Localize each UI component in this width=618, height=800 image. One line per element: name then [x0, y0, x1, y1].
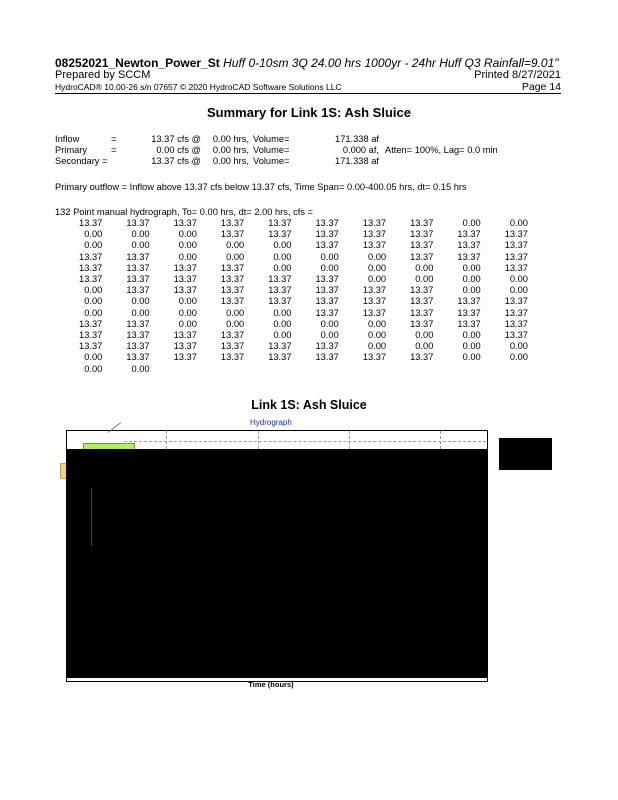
- hydrograph-cell: 0.00: [273, 262, 292, 273]
- hydrograph-cell: 13.37: [315, 296, 339, 307]
- hydrograph-cell: 0.00: [226, 307, 245, 318]
- hydrograph-cell: 13.37: [410, 318, 434, 329]
- hydrograph-cell: 13.37: [315, 307, 339, 318]
- hydrograph-row: [55, 240, 528, 251]
- hydrograph-cell: 13.37: [268, 274, 292, 285]
- chart-x-axis-label: Time (hours): [248, 680, 294, 689]
- hydrograph-cell: 13.37: [220, 285, 245, 296]
- project-name: 08252021_Newton_Power_St: [55, 56, 220, 70]
- hydrograph-cell: 13.37: [79, 341, 103, 352]
- hydrograph-cell: 13.37: [79, 274, 103, 285]
- hydrograph-note: 132 Point manual hydrograph, To= 0.00 hrs, dt= 2.00 hrs, cfs =: [55, 207, 313, 217]
- redacted-chart-region: [66, 449, 487, 678]
- hydrograph-cell: 0.00: [462, 262, 481, 273]
- hydrograph-cell: 13.37: [220, 330, 245, 341]
- hydrograph-cell: 13.37: [79, 262, 103, 273]
- hydrograph-cell: 13.37: [315, 229, 339, 240]
- hydrograph-cell: 13.37: [79, 251, 103, 262]
- hydrograph-cell: 0.00: [226, 240, 245, 251]
- hydrograph-cell: 13.37: [126, 285, 150, 296]
- hydrograph-cell: 13.37: [126, 330, 150, 341]
- hydrograph-cell: 0.00: [178, 296, 197, 307]
- flow-row-secondary: Secondary = 13.37 cfs @ 0.00 hrs, Volume= 171.338 af: [55, 156, 379, 166]
- hydrograph-cell: 0.00: [178, 307, 197, 318]
- storm-description: Huff 0-10sm 3Q 24.00 hrs 1000yr - 24hr Huff Q3 Rainfall=9.01": [223, 56, 559, 70]
- hydrograph-cell: 0.00: [367, 274, 387, 285]
- hydrograph-cell: 13.37: [315, 352, 339, 363]
- hydrograph-cell: 0.00: [509, 352, 528, 363]
- chart-gridline: [349, 431, 350, 449]
- hydrograph-cell: 13.37: [410, 296, 434, 307]
- hydrograph-cell: 13.37: [457, 251, 481, 262]
- hydrograph-cell: 0.00: [84, 240, 103, 251]
- hydrograph-cell: 13.37: [173, 218, 197, 228]
- hydrograph-cell: 13.37: [315, 240, 339, 251]
- hydrograph-cell: 13.37: [173, 341, 197, 352]
- hydrograph-cell: 13.37: [410, 307, 434, 318]
- hydrograph-cell: 13.37: [220, 341, 245, 352]
- hydrograph-cell: 0.00: [367, 318, 387, 329]
- hydrograph-cell: 13.37: [126, 352, 150, 363]
- hydrograph-cell: 13.37: [268, 296, 292, 307]
- hydrograph-cell: 13.37: [220, 274, 245, 285]
- hydrograph-cell: 13.37: [362, 229, 387, 240]
- hydrograph-cell: 0.00: [462, 341, 481, 352]
- hydrograph-row: [55, 296, 528, 307]
- hydrograph-cell: 13.37: [220, 229, 245, 240]
- page-header-line1: [55, 56, 559, 70]
- hydrograph-cell: 0.00: [415, 341, 434, 352]
- hydrograph-cell: 13.37: [504, 318, 528, 329]
- hydrograph-cell: 13.37: [126, 251, 150, 262]
- hydrograph-cell: 13.37: [173, 330, 197, 341]
- hydrograph-cell: 0.00: [178, 318, 197, 329]
- hydrograph-cell: 13.37: [79, 330, 103, 341]
- flow-row-primary: Primary = 0.00 cfs @ 0.00 hrs, Volume= 0.000 af, Atten= 100%, Lag= 0.0 min: [55, 145, 498, 155]
- hydrograph-row: [55, 218, 528, 229]
- hydrograph-cell: 0.00: [509, 274, 528, 285]
- hydrograph-cell: 13.37: [457, 318, 481, 329]
- hydrograph-cell: 13.37: [220, 262, 245, 273]
- hydrograph-cell: 13.37: [173, 274, 197, 285]
- hydrograph-cell: 13.37: [268, 285, 292, 296]
- hydrograph-cell: 13.37: [173, 285, 197, 296]
- hydrograph-cell: 0.00: [131, 307, 150, 318]
- hydrograph-cell: 13.37: [504, 330, 528, 341]
- hydrograph-cell: 13.37: [79, 218, 103, 228]
- hydrograph-cell: 13.37: [126, 318, 150, 329]
- hydrograph-cell: 0.00: [415, 262, 434, 273]
- hydrograph-cell: 13.37: [457, 229, 481, 240]
- hydrograph-row: [55, 364, 528, 375]
- hydrograph-cell: 13.37: [457, 307, 481, 318]
- hydrograph-cell: 0.00: [273, 251, 292, 262]
- hydrograph-cell: 13.37: [362, 218, 387, 228]
- hydrograph-cell: 0.00: [415, 330, 434, 341]
- hydrograph-cell: 13.37: [268, 229, 292, 240]
- hydrograph-cell: 0.00: [509, 341, 528, 352]
- hydrograph-row: [55, 352, 528, 363]
- hydrograph-cell: 13.37: [504, 251, 528, 262]
- hydrograph-cell: 0.00: [226, 251, 245, 262]
- hydrograph-cell: 0.00: [320, 330, 339, 341]
- hydrograph-row: [55, 308, 528, 319]
- hydrograph-cell: 0.00: [509, 285, 528, 296]
- hydrograph-cell: 0.00: [509, 218, 528, 228]
- hydrograph-cell: 13.37: [173, 262, 197, 273]
- hydrograph-cell: 0.00: [84, 307, 103, 318]
- hydrograph-cell: 13.37: [268, 352, 292, 363]
- hydrograph-cell: 13.37: [410, 251, 434, 262]
- page-number: Page 14: [521, 81, 561, 93]
- hydrograph-cell: 13.37: [504, 240, 528, 251]
- hydrograph-cell: 13.37: [126, 341, 150, 352]
- header-rule: [55, 93, 561, 94]
- hydrograph-cell: 13.37: [410, 229, 434, 240]
- hydrograph-cell: 0.00: [367, 341, 387, 352]
- hydrograph-cell: 13.37: [220, 296, 245, 307]
- hydrograph-cell: 13.37: [504, 296, 528, 307]
- hydrograph-cell: 0.00: [273, 318, 292, 329]
- hydrograph-cell: 0.00: [273, 307, 292, 318]
- hydrograph-cell: 13.37: [362, 240, 387, 251]
- hydrograph-cell: 13.37: [410, 240, 434, 251]
- hydrograph-cell: 0.00: [462, 218, 481, 228]
- hydrograph-cell: 0.00: [131, 240, 150, 251]
- hydrograph-cell: 0.00: [131, 229, 150, 240]
- hydrograph-cell: 13.37: [173, 352, 197, 363]
- chart-axis-fragment: [91, 488, 92, 546]
- hydrograph-row: [55, 330, 528, 341]
- hydrograph-cell: 13.37: [315, 274, 339, 285]
- hydrograph-cell: 13.37: [126, 274, 150, 285]
- hydrograph-cell: 13.37: [362, 296, 387, 307]
- hydrograph-cell: 0.00: [273, 330, 292, 341]
- hydrograph-row: [55, 319, 528, 330]
- outflow-note: Primary outflow = Inflow above 13.37 cfs below 13.37 cfs, Time Span= 0.00-400.05 hrs, dt= 0.15 hrs: [55, 182, 467, 192]
- hydrograph-cell: 0.00: [367, 251, 387, 262]
- hydrograph-cell: 13.37: [504, 262, 528, 273]
- hydrograph-cell: 0.00: [131, 363, 150, 374]
- hydrograph-cell: 13.37: [457, 296, 481, 307]
- flow-summary-table: [55, 134, 498, 167]
- hydrograph-cell: 0.00: [84, 296, 103, 307]
- hydrograph-cell: 0.00: [462, 274, 481, 285]
- hydrograph-cell: 0.00: [84, 285, 103, 296]
- hydrograph-cell: 0.00: [320, 262, 339, 273]
- hydrograph-cell: 0.00: [84, 229, 103, 240]
- hydrograph-cell: 13.37: [410, 285, 434, 296]
- hydrograph-cell: 0.00: [226, 318, 245, 329]
- printed-date: Printed 8/27/2021: [474, 69, 561, 81]
- hydrograph-cell: 13.37: [362, 307, 387, 318]
- chart-subtitle: Hydrograph: [250, 418, 292, 427]
- hydrograph-row: [55, 229, 528, 240]
- prepared-by: Prepared by SCCM: [55, 69, 151, 81]
- hydrograph-row: [55, 274, 528, 285]
- hydrograph-cell: 0.00: [320, 318, 339, 329]
- hydrograph-cell: 13.37: [268, 218, 292, 228]
- hydrograph-cell: 0.00: [84, 352, 103, 363]
- hydrograph-cell: 0.00: [415, 274, 434, 285]
- chart-gridline: [166, 431, 167, 449]
- hydrograph-cell: 13.37: [410, 352, 434, 363]
- hydrograph-cell: 0.00: [462, 352, 481, 363]
- hydrograph-cell: 13.37: [126, 218, 150, 228]
- hydrograph-cell: 13.37: [268, 341, 292, 352]
- chart-gridline: [258, 431, 259, 449]
- hydrograph-cell: 13.37: [79, 318, 103, 329]
- hydrograph-cell: 0.00: [367, 330, 387, 341]
- chart-gridline: [440, 431, 441, 449]
- hydrograph-value-table: [55, 218, 528, 375]
- hydrograph-cell: 0.00: [178, 251, 197, 262]
- summary-title: Summary for Link 1S: Ash Sluice: [207, 105, 411, 120]
- hydrograph-cell: 0.00: [462, 285, 481, 296]
- hydrograph-cell: 13.37: [315, 341, 339, 352]
- chart-title: Link 1S: Ash Sluice: [251, 398, 367, 412]
- hydrograph-cell: 13.37: [220, 352, 245, 363]
- chart-gridline: [124, 441, 486, 442]
- hydrograph-cell: 13.37: [315, 218, 339, 228]
- hydrograph-cell: 13.37: [220, 218, 245, 228]
- hydrograph-cell: 0.00: [462, 330, 481, 341]
- software-credit: HydroCAD® 10.00-26 s/n 07657 © 2020 HydroCAD Software Solutions LLC: [55, 82, 342, 92]
- hydrograph-cell: 13.37: [315, 285, 339, 296]
- hydrograph-cell: 0.00: [178, 229, 197, 240]
- hydrograph-cell: 0.00: [84, 363, 103, 374]
- redacted-legend-region: [499, 438, 552, 470]
- hydrograph-cell: 13.37: [362, 352, 387, 363]
- hydrograph-cell: 13.37: [410, 218, 434, 228]
- hydrograph-cell: 0.00: [273, 240, 292, 251]
- hydrograph-cell: 13.37: [126, 262, 150, 273]
- hydrograph-cell: 0.00: [178, 240, 197, 251]
- hydrograph-cell: 0.00: [320, 251, 339, 262]
- flow-row-inflow: Inflow = 13.37 cfs @ 0.00 hrs, Volume= 171.338 af: [55, 134, 379, 144]
- hydrograph-cell: 13.37: [457, 240, 481, 251]
- hydrograph-row: [55, 285, 528, 296]
- hydrograph-row: [55, 341, 528, 352]
- hydrograph-cell: 0.00: [367, 262, 387, 273]
- hydrograph-row: [55, 263, 528, 274]
- hydrograph-row: [55, 252, 528, 263]
- hydrograph-cell: 13.37: [362, 285, 387, 296]
- hydrograph-cell: 13.37: [504, 307, 528, 318]
- hydrograph-cell: 13.37: [504, 229, 528, 240]
- hydrograph-cell: 0.00: [131, 296, 150, 307]
